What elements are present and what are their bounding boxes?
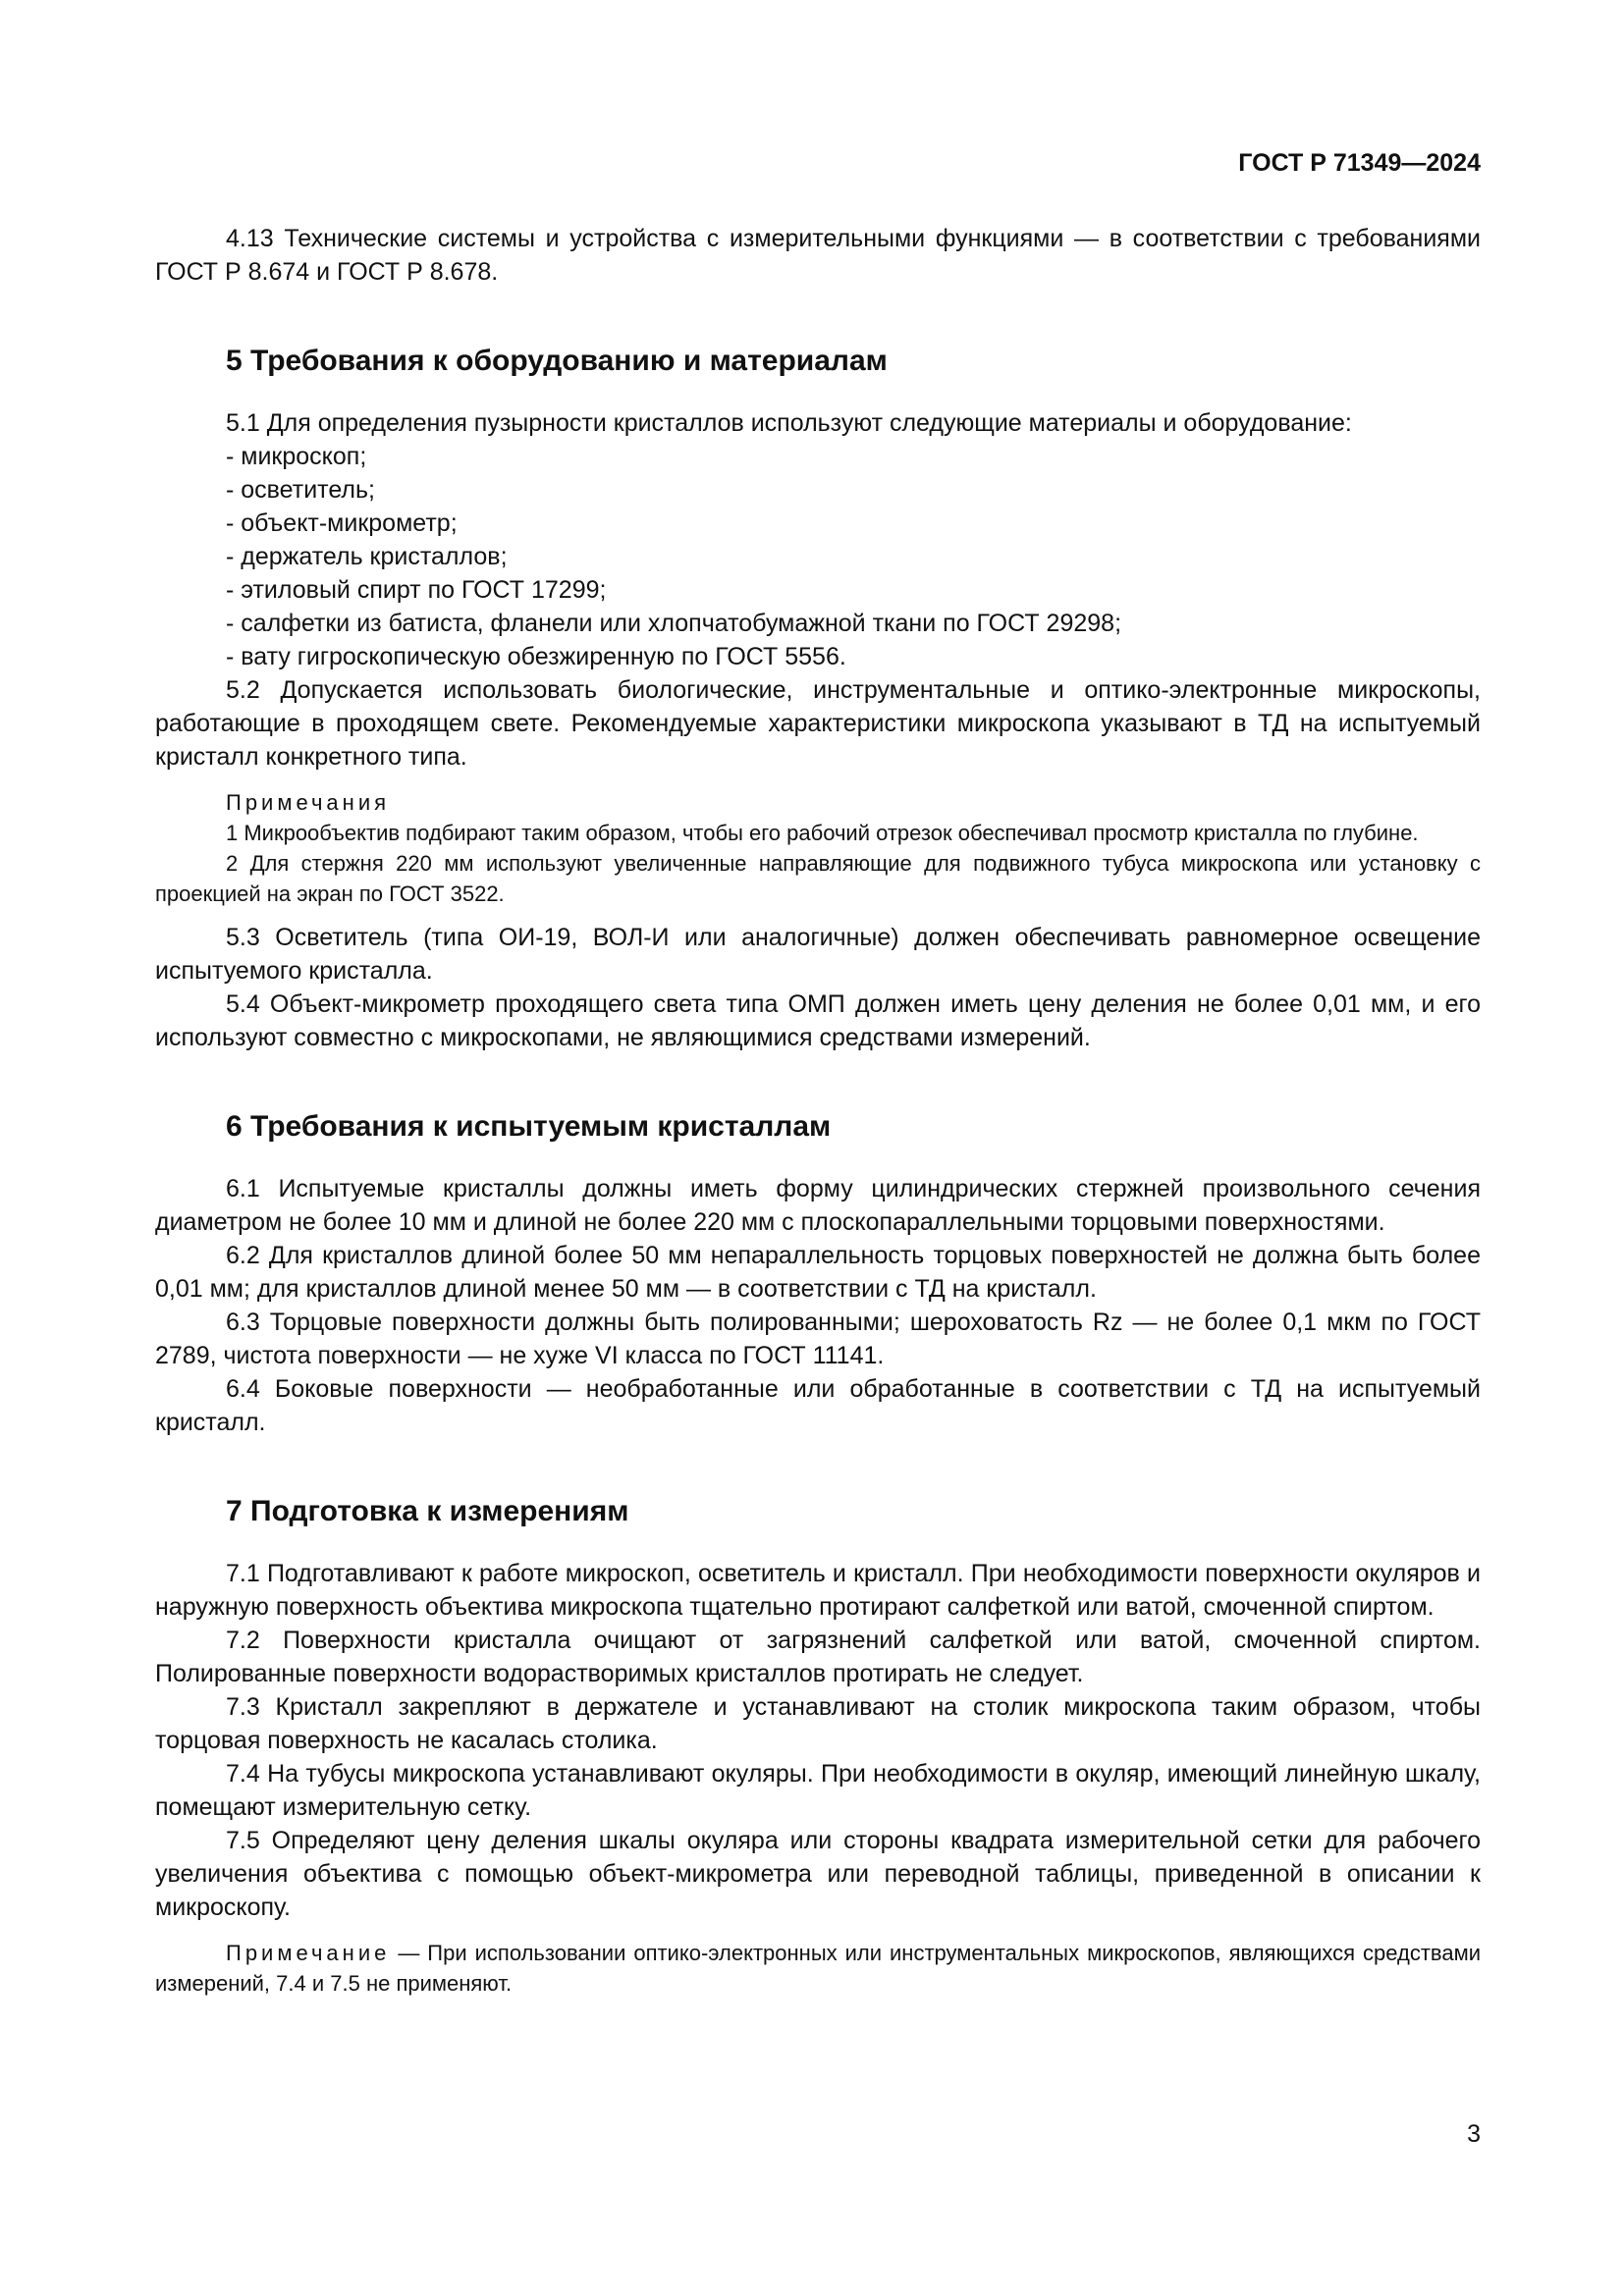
paragraph-4-13: 4.13 Технические системы и устройства с измерительными функциями — в соответствии с требованиями ГОСТ Р 8.674 и ГОСТ Р 8.678. — [155, 225, 1481, 286]
paragraph-5-1: 5.1 Для определения пузырности кристаллов используют следующие материалы и оборудование: — [226, 409, 1352, 437]
list-item: - этиловый спирт по ГОСТ 17299; — [226, 576, 607, 604]
note-1: 1 Микрообъектив подбирают таким образом, чтобы его рабочий отрезок обеспечивал просмотр кристалла по глубине. — [226, 821, 1419, 845]
note-label: Примечание — [226, 1941, 391, 1965]
document-page — [155, 0, 1481, 2296]
section-6-title: 6 Требования к испытуемым кристаллам — [226, 1110, 832, 1143]
note-2: 2 Для стержня 220 мм используют увеличенные направляющие для подвижного тубуса микроскопа или установку с проекцией на экран по ГОСТ 3522. — [155, 851, 1481, 906]
section-7-title: 7 Подготовка к измерениям — [226, 1495, 629, 1527]
note-text: — При использовании оптико-электронных или инструментальных микроскопов, являющихся средствами измерений, 7.4 и 7.5 не применяют. — [155, 1941, 1481, 1996]
list-item: - держатель кристаллов; — [226, 543, 508, 570]
list-item: - объект-микрометр; — [226, 509, 458, 537]
notes-label: Примечания — [226, 790, 391, 815]
note-block — [155, 1938, 1481, 1999]
paragraph-5-4: 5.4 Объект-микрометр проходящего света типа ОМП должен иметь цену деления не более 0,01 мм, и его используют совместно с микроскопами, не являющимися средствами измерений. — [155, 990, 1481, 1051]
list-item: - микроскоп; — [226, 443, 367, 470]
paragraph-6-2: 6.2 Для кристаллов длиной более 50 мм непараллельность торцовых поверхностей не должна быть более 0,01 мм; для кристаллов длиной менее 50 мм — в соответствии с ТД на кристалл. — [155, 1242, 1481, 1303]
list-item: - салфетки из батиста, фланели или хлопчатобумажной ткани по ГОСТ 29298; — [226, 610, 1122, 637]
paragraph-7-5: 7.5 Определяют цену деления шкалы окуляра или стороны квадрата измерительной сетки для рабочего увеличения объектива с помощью объект-микрометра или переводной таблицы, приведенной в описании к микроскопу. — [155, 1827, 1481, 1921]
paragraph-7-3: 7.3 Кристалл закрепляют в держателе и устанавливают на столик микроскопа таким образом, чтобы торцовая поверхность не касалась столика. — [155, 1693, 1481, 1754]
list-item: - вату гигроскопическую обезжиренную по ГОСТ 5556. — [226, 643, 846, 670]
notes-block — [155, 787, 1481, 909]
page-number: 3 — [1467, 2120, 1481, 2148]
paragraph-7-2: 7.2 Поверхности кристалла очищают от загрязнений салфеткой или ватой, смоченной спиртом. Полированные поверхности водорастворимых кристаллов протирать не следует. — [155, 1627, 1481, 1687]
paragraph-7-4: 7.4 На тубусы микроскопа устанавливают окуляры. При необходимости в окуляр, имеющий линейную шкалу, помещают измерительную сетку. — [155, 1760, 1481, 1821]
paragraph-5-3: 5.3 Осветитель (типа ОИ-19, ВОЛ-И или аналогичные) должен обеспечивать равномерное освещение испытуемого кристалла. — [155, 924, 1481, 985]
list-item: - осветитель; — [226, 476, 375, 504]
paragraph-6-3: 6.3 Торцовые поверхности должны быть полированными; шероховатость Rz — не более 0,1 мкм по ГОСТ 2789, чистота поверхности — не хуже VI класса по ГОСТ 11141. — [155, 1308, 1481, 1369]
paragraph-7-1: 7.1 Подготавливают к работе микроскоп, осветитель и кристалл. При необходимости поверхности окуляров и наружную поверхность объектива микроскопа тщательно протирают салфеткой или ватой, смоченной спиртом. — [155, 1560, 1481, 1621]
paragraph-6-1: 6.1 Испытуемые кристаллы должны иметь форму цилиндрических стержней произвольного сечения диаметром не более 10 мм и длиной не более 220 мм с плоскопараллельными торцовыми поверхностями. — [155, 1175, 1481, 1236]
paragraph-5-2: 5.2 Допускается использовать биологические, инструментальные и оптико-электронные микроскопы, работающие в проходящем свете. Рекомендуемые характеристики микроскопа указывают в ТД на испытуемый кристалл конкретного типа. — [155, 676, 1481, 771]
document-id: ГОСТ Р 71349—2024 — [1238, 149, 1481, 177]
note-paragraph — [155, 1938, 1481, 1999]
document-body — [155, 222, 1481, 2010]
section-5-title: 5 Требования к оборудованию и материалам — [226, 345, 888, 377]
paragraph-6-4: 6.4 Боковые поверхности — необработанные или обработанные в соответствии с ТД на испытуемый кристалл. — [155, 1375, 1481, 1436]
